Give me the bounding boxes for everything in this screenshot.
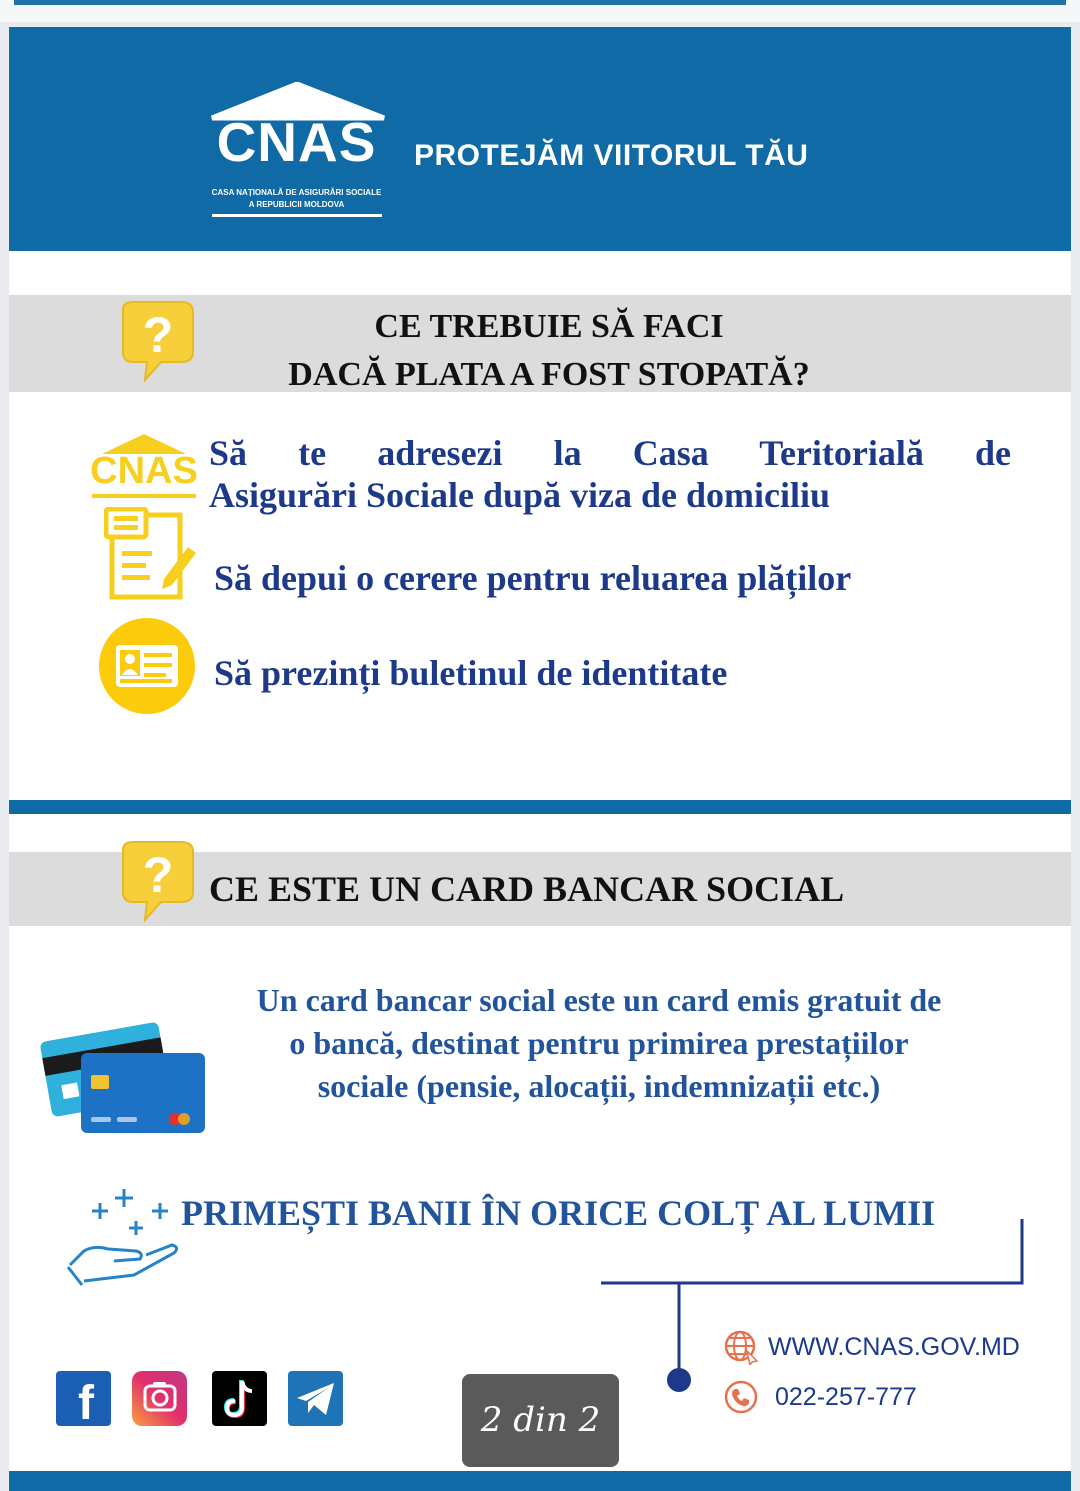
instruction-item-2: Să depui o cerere pentru reluarea plăților (214, 558, 852, 598)
highlight-text: PRIMEȘTI BANII ÎN ORICE COLȚ AL LUMII (181, 1193, 936, 1233)
website-link[interactable]: WWW.CNAS.GOV.MD (768, 1333, 1020, 1361)
svg-text:?: ? (142, 307, 174, 363)
instagram-icon[interactable] (132, 1371, 187, 1426)
section2-title-band (9, 847, 1071, 926)
logo-subtitle: CASA NAȚIONALĂ DE ASIGURĂRI SOCIALE A REPUBLICII MOLDOVA (211, 188, 382, 209)
question-bubble-icon (109, 840, 201, 932)
facebook-icon[interactable] (56, 1371, 111, 1426)
svg-text:f: f (78, 1377, 94, 1426)
section2-title: CE ESTE UN CARD BANCAR SOCIAL (209, 869, 845, 909)
phone-number[interactable]: 022-257-777 (775, 1383, 917, 1411)
section1-title: CE TREBUIE SĂ FACI DACĂ PLATA A FOST STOPATĂ? (288, 308, 810, 393)
svg-text:?: ? (142, 847, 174, 903)
item-cnas-icon: CNAS (88, 432, 200, 502)
cnas-logo (209, 82, 389, 220)
bottom-rule (9, 1471, 1071, 1491)
previous-page-edge (0, 0, 1080, 22)
phone-icon (723, 1379, 759, 1415)
tiktok-icon[interactable] (212, 1371, 267, 1426)
telegram-icon[interactable] (288, 1371, 343, 1426)
section-divider (9, 800, 1071, 814)
document-pen-icon (104, 507, 196, 602)
instruction-item-1: Să te adresezi la Casa Teritorială de Asigurări Sociale după viza de domiciliu (209, 433, 1011, 515)
globe-icon (723, 1329, 759, 1365)
hand-sparkle-icon (64, 1185, 184, 1290)
page-indicator: 2 din 2 (462, 1374, 619, 1467)
card-description: Un card bancar social este un card emis gratuit de o bancă, destinat pentru primirea prestațiilor sociale (pensie, alocații, indemnizații etc.) (256, 982, 942, 1104)
header-banner (9, 27, 1071, 251)
question-bubble-icon (109, 300, 201, 392)
infographic-page (9, 27, 1071, 1491)
logo-text: CNAS (216, 111, 377, 173)
section1-title-band (9, 295, 1071, 392)
id-card-icon (98, 617, 196, 715)
connector-lines (599, 1217, 1039, 1397)
instruction-item-3: Să prezinți buletinul de identitate (214, 653, 728, 693)
tagline: PROTEJĂM VIITORUL TĂU (414, 139, 809, 172)
